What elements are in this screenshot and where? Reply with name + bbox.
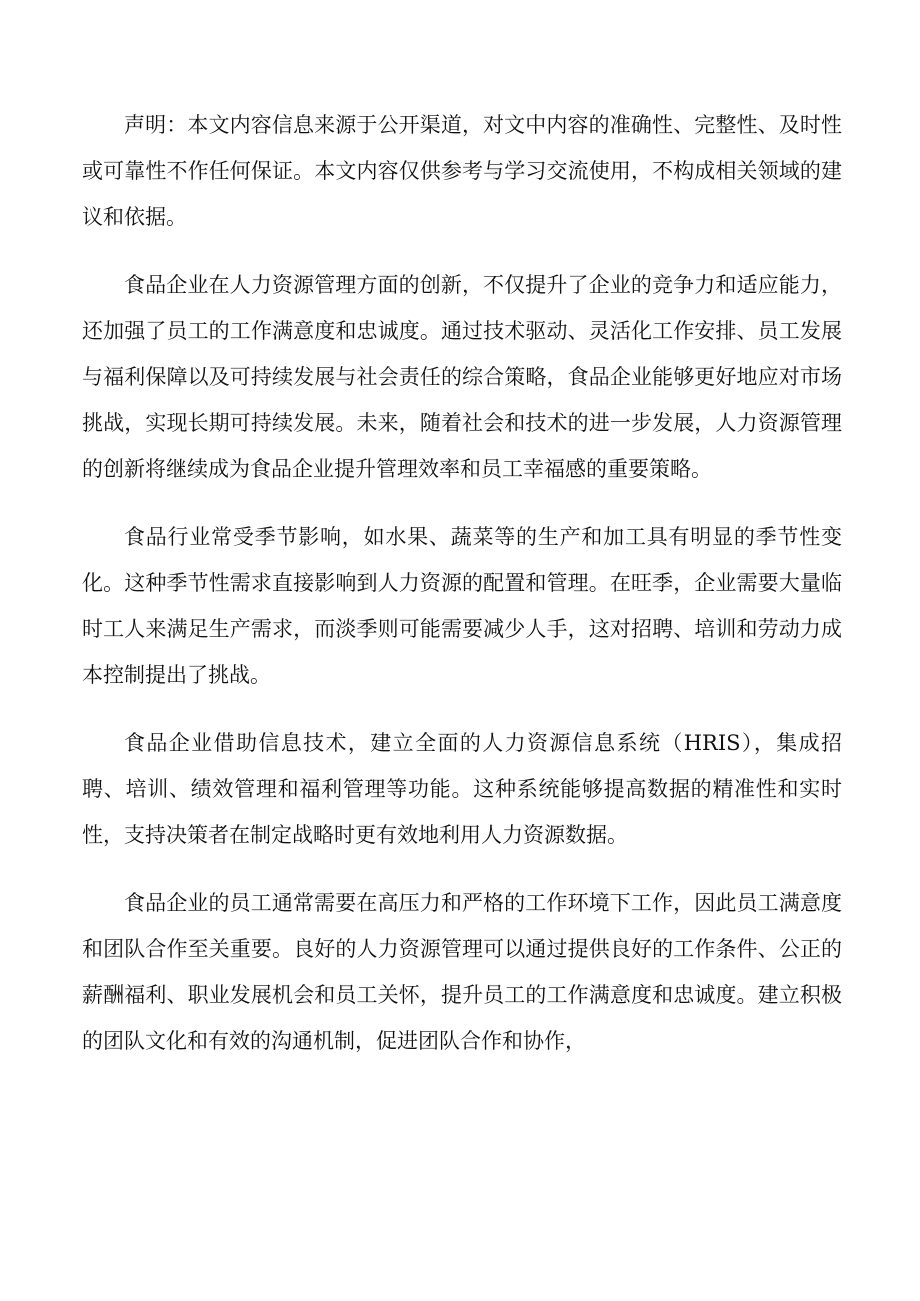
body-paragraph: 食品企业在人力资源管理方面的创新，不仅提升了企业的竞争力和适应能力，还加强了员工的工作满意度和忠诚度。通过技术驱动、灵活化工作安排、员工发展与福利保障以及可持续发展与社会责任的综合策略，食品企业能够更好地应对市场挑战，实现长期可持续发展。未来，随着社会和技术的进一步发展，人力资源管理的创新将继续成为食品企业提升管理效率和员工幸福感的重要策略。 xyxy=(82,273,842,481)
disclaimer-paragraph: 声明：本文内容信息来源于公开渠道，对文中内容的准确性、完整性、及时性或可靠性不作任何保证。本文内容仅供参考与学习交流使用，不构成相关领域的建议和依据。 xyxy=(82,113,842,229)
body-paragraph: 食品企业的员工通常需要在高压力和严格的工作环境下工作，因此员工满意度和团队合作至关重要。良好的人力资源管理可以通过提供良好的工作条件、公正的薪酬福利、职业发展机会和员工关怀，提升员工的工作满意度和忠诚度。建立积极的团队文化和有效的沟通机制，促进团队合作和协作， xyxy=(82,891,842,1053)
body-paragraph: 食品行业常受季节影响，如水果、蔬菜等的生产和加工具有明显的季节性变化。这种季节性需求直接影响到人力资源的配置和管理。在旺季，企业需要大量临时工人来满足生产需求，而淡季则可能需要减少人手，这对招聘、培训和劳动力成本控制提出了挑战。 xyxy=(82,525,842,687)
body-paragraph: 食品企业借助信息技术，建立全面的人力资源信息系统（HRIS），集成招聘、培训、绩效管理和福利管理等功能。这种系统能够提高数据的精准性和实时性，支持决策者在制定战略时更有效地利用人力资源数据。 xyxy=(82,731,842,847)
document-body xyxy=(82,102,842,1086)
